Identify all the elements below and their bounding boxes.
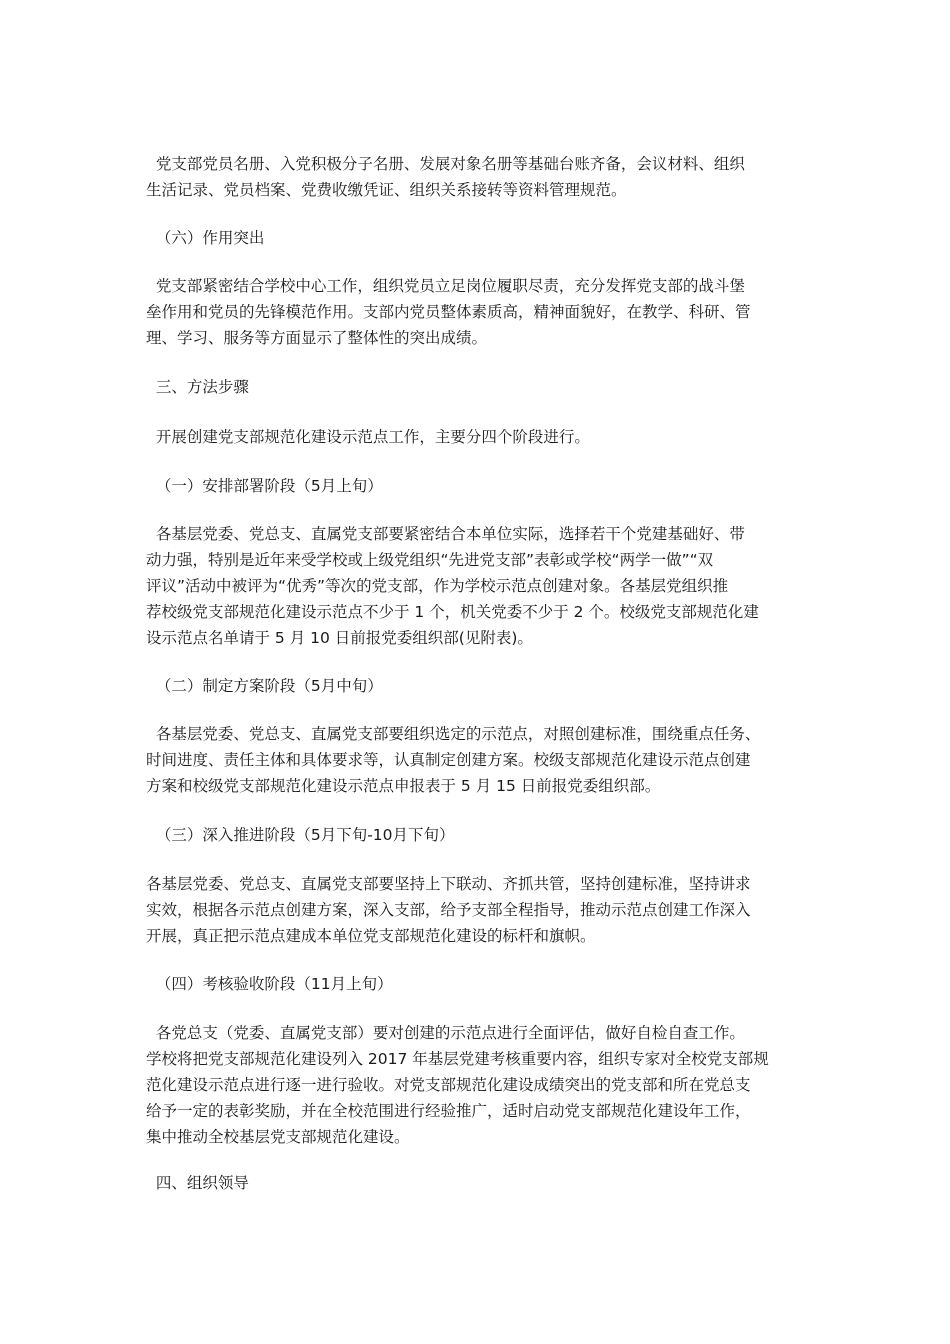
text-line: 范化建设示范点进行逐一进行验收。对党支部规范化建设成绩突出的党支部和所在党总支 (146, 1076, 751, 1094)
heading-text: （二）制定方案阶段（5月中旬） (146, 677, 383, 695)
text-line: 理、学习、服务等方面显示了整体性的突出成绩。 (146, 329, 488, 347)
text-line: 学校将把党支部规范化建设列入 2017 年基层党建考核重要内容，组织专家对全校党支部规 (146, 1050, 769, 1068)
text-line: 垒作用和党员的先锋模范作用。支部内党员整体素质高，精神面貌好，在教学、科研、管 (146, 303, 751, 321)
section-heading (146, 473, 383, 499)
paragraph-plan (146, 721, 760, 799)
text-line: 各基层党委、党总支、直属党支部要坚持上下联动、齐抓共管，坚持创建标准，坚持讲求 (146, 875, 751, 893)
text-line: 实效，根据各示范点创建方案，深入支部，给予支部全程指导，推动示范点创建工作深入 (146, 901, 751, 919)
text-line: 生活记录、党员档案、党费收缴凭证、组织关系接转等资料管理规范。 (146, 181, 627, 199)
section-heading (146, 822, 455, 848)
text-line: 荐校级党支部规范化建设示范点不少于 1 个，机关党委不少于 2 个。校级党支部规范化建 (146, 603, 759, 621)
text-line: 开展创建党支部规范化建设示范点工作，主要分四个阶段进行。 (146, 428, 590, 446)
text-line: 评议”活动中被评为“优秀”等次的党支部，作为学校示范点创建对象。各基层党组织推 (146, 577, 729, 595)
text-line: 党支部党员名册、入党积极分子名册、发展对象名册等基础台账齐备，会议材料、组织 (146, 155, 745, 173)
paragraph-advance (146, 871, 751, 949)
text-line: 给予一定的表彰奖励，并在全校范围进行经验推广，适时启动党支部规范化建设年工作， (146, 1102, 751, 1120)
paragraph-evaluation (146, 1020, 769, 1150)
heading-text: （六）作用突出 (146, 229, 265, 247)
section-heading (146, 971, 393, 997)
heading-text: 四、组织领导 (146, 1174, 249, 1192)
paragraph-ledger-management (146, 151, 745, 203)
text-line: 党支部紧密结合学校中心工作，组织党员立足岗位履职尽责，充分发挥党支部的战斗堡 (146, 277, 745, 295)
text-line: 各党总支（党委、直属党支部）要对创建的示范点进行全面评估，做好自检自查工作。 (146, 1024, 745, 1042)
text-line: 动力强，特别是近年来受学校或上级党组织“先进党支部”表彰或学校“两学一做”“双 (146, 551, 714, 569)
heading-text: （四）考核验收阶段（11月上旬） (146, 975, 393, 993)
heading-text: （一）安排部署阶段（5月上旬） (146, 477, 383, 495)
paragraph-deployment (146, 521, 759, 651)
text-line: 时间进度、责任主体和具体要求等，认真制定创建方案。校级支部规范化建设示范点创建 (146, 751, 751, 769)
text-line: 开展，真正把示范点建成本单位党支部规范化建设的标杆和旗帜。 (146, 927, 596, 945)
text-line: 各基层党委、党总支、直属党支部要紧密结合本单位实际，选择若干个党建基础好、带 (146, 525, 745, 543)
text-line: 方案和校级党支部规范化建设示范点申报表于 5 月 15 日前报党委组织部。 (146, 777, 661, 795)
heading-text: 三、方法步骤 (146, 378, 249, 396)
text-line: 设示范点名单请于 5 月 10 日前报党委组织部(见附表)。 (146, 629, 533, 647)
section-heading (146, 225, 264, 251)
section-heading (146, 673, 383, 699)
heading-text: （三）深入推进阶段（5月下旬-10月下旬） (146, 826, 455, 844)
text-line: 集中推动全校基层党支部规范化建设。 (146, 1128, 410, 1146)
text-line: 各基层党委、党总支、直属党支部要组织选定的示范点，对照创建标准，围绕重点任务、 (146, 725, 761, 743)
paragraph-intro (146, 424, 590, 450)
section-heading (146, 374, 249, 400)
paragraph-role (146, 273, 751, 351)
section-heading (146, 1170, 249, 1196)
